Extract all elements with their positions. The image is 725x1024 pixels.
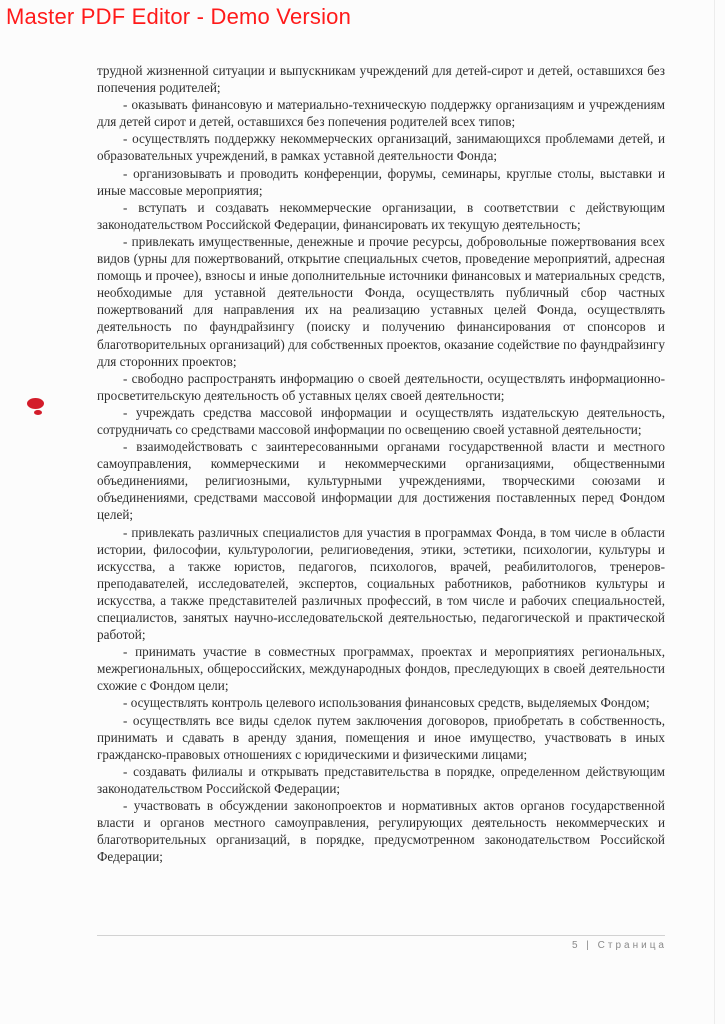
paragraph: - осуществлять все виды сделок путем заключения договоров, приобретать в собственность, принимать и сдавать в аренду здания, помещения и иное имущество, участвовать в иных гражданско-правовых отношениях с юридическими и физическими лицами; [97, 712, 665, 762]
paragraph: трудной жизненной ситуации и выпускникам учреждений для детей-сирот и детей, оставшихся без попечения родителей; [97, 63, 665, 96]
ink-stain-mark-small [34, 410, 42, 415]
paragraph: - осуществлять контроль целевого использования финансовых средств, выделяемых Фондом; [123, 695, 650, 711]
demo-watermark: Master PDF Editor - Demo Version [6, 4, 352, 29]
scan-edge [714, 0, 715, 1024]
paragraph: - учреждать средства массовой информации и осуществлять издательскую деятельность, сотрудничать со средствами массовой информации по освещению своей уставной деятельности; [97, 404, 665, 437]
paragraph: - создавать филиалы и открывать представительства в порядке, определенном действующим законодательством Российской Федерации; [97, 763, 665, 796]
paragraph: - вступать и создавать некоммерческие организации, в соответствии с действующим законодательством Российской Федерации, финансировать их текущую деятельность; [97, 199, 665, 232]
footer-divider [97, 935, 665, 936]
page-number-footer: 5 | Страница [571, 940, 667, 951]
paragraph: - привлекать различных специалистов для участия в программах Фонда, в том числе в области истории, философии, культурологии, религиоведения, этики, эстетики, психологии, культуры и искусства, а также юристов, педагогов, психологов, врачей, реабилитологов, тренеров-преподавателей, исследователей, экспертов, социальных работников, работников культуры и искусства, а также представителей различных профессий, в том числе и рабочих специальностей, специалистов, занятых научно-исследовательской деятельностью, педагогической и практической работой; [97, 524, 665, 643]
paragraph: - взаимодействовать с заинтересованными органами государственной власти и местного самоуправления, коммерческими и некоммерческими организациями, общественными объединениями, религиозными, культурными учреждениями, творческими союзами и объединениями, средствами массовой информации для достижения поставленных перед Фондом целей; [97, 439, 665, 523]
paragraph: - участвовать в обсуждении законопроектов и нормативных актов органов государственной власти и органов местного самоуправления, регулирующих деятельность некоммерческих и благотворительных организаций, в порядке, предусмотренном законодательством Российской Федерации; [97, 798, 665, 865]
paragraph: - привлекать имущественные, денежные и прочие ресурсы, добровольные пожертвования всех видов (урны для пожертвований, открытие специальных счетов, проведение мероприятий, адресная помощь и прочее), взносы и иные дополнительные источники финансовых и материальных средств, необходимые для уставной деятельности Фонда, осуществлять публичный сбор частных пожертвований для направления их на реализацию уставных целей Фонда, осуществлять деятельность по фаундрайзингу (поиску и получению финансирования от спонсоров и благотворительных организаций) для собственных проектов, оказание содействие по фаундрайзингу для сторонних проектов; [97, 233, 665, 369]
paragraph: - свободно распространять информацию о своей деятельности, осуществлять информационно-просветительскую деятельность об уставных целях своей деятельности; [97, 370, 665, 403]
paragraph: - принимать участие в совместных программах, проектах и мероприятиях региональных, межрегиональных, общероссийских, международных фондов, преследующих в своей деятельности схожие с Фондом цели; [97, 644, 665, 694]
paragraph: - оказывать финансовую и материально-техническую поддержку организациям и учреждениям для детей сирот и детей, оставшихся без попечения родителей всех типов; [97, 97, 665, 130]
paragraph: - осуществлять поддержку некоммерческих организаций, занимающихся проблемами детей, и образовательных учреждений, в рамках уставной деятельности Фонда; [97, 131, 665, 164]
ink-stain-mark [27, 398, 44, 409]
document-body [97, 62, 665, 865]
paragraph: - организовывать и проводить конференции, форумы, семинары, круглые столы, выставки и иные массовые мероприятия; [97, 165, 665, 198]
